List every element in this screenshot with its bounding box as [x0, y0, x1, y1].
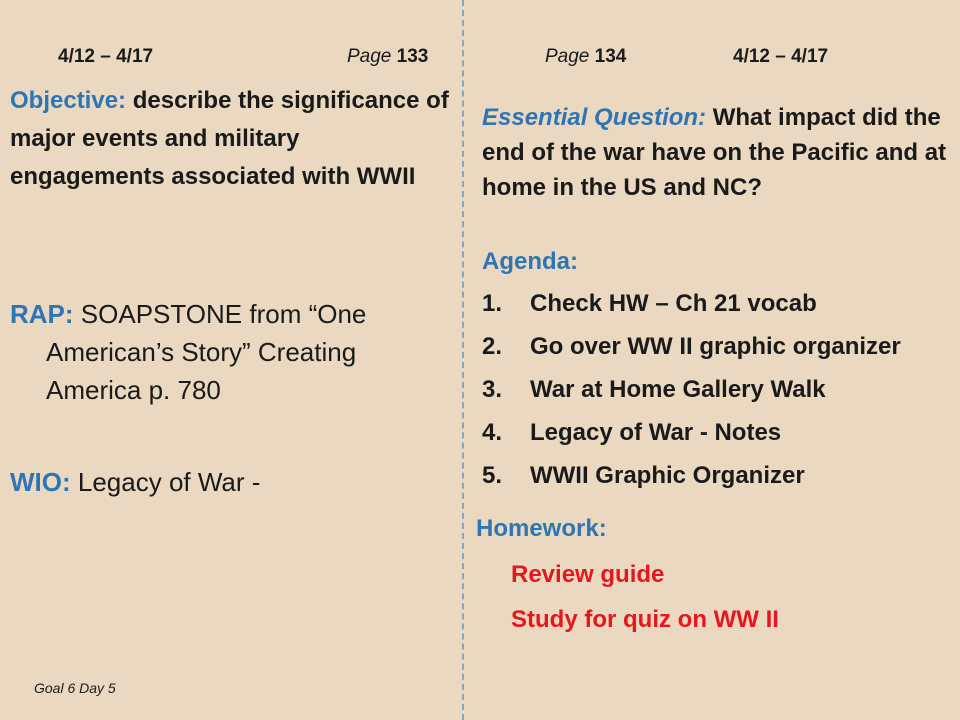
- goal-day-footer: Goal 6 Day 5: [34, 680, 116, 696]
- rap: [10, 295, 430, 409]
- right-page-label: Page: [545, 46, 590, 67]
- agenda-item-text: WWII Graphic Organizer: [530, 462, 805, 489]
- agenda-item-text: Legacy of War - Notes: [530, 419, 782, 446]
- agenda-item-number: 1.: [482, 290, 503, 317]
- homework-item-study: Study for quiz on WW II: [511, 606, 779, 633]
- objective: [10, 82, 450, 196]
- objective-text: describe the significance of major events and military engagements associated with WWII: [10, 87, 449, 190]
- homework-title: Homework:: [476, 515, 607, 542]
- agenda-item: [482, 374, 947, 406]
- essential-question-text: What impact did the end of the war have on the Pacific and at home in the US and NC?: [482, 104, 947, 201]
- right-page-number: [545, 46, 626, 68]
- essential-question: [482, 100, 952, 205]
- agenda-item-text: War at Home Gallery Walk: [530, 376, 826, 403]
- wio: [10, 465, 260, 499]
- right-date-range: 4/12 – 4/17: [733, 46, 829, 67]
- wio-text: Legacy of War -: [77, 467, 261, 497]
- agenda-item-number: 3.: [482, 376, 503, 403]
- agenda-item: [482, 417, 947, 449]
- agenda-item: [482, 460, 947, 492]
- rap-line-1: SOAPSTONE from “One: [80, 299, 367, 329]
- homework-item-review: Review guide: [511, 561, 665, 588]
- center-divider: [462, 0, 464, 720]
- right-page-num-value: 134: [594, 46, 627, 67]
- agenda-item-number: 5.: [482, 462, 503, 489]
- agenda-item-text: Go over WW II graphic organizer: [530, 333, 901, 360]
- agenda-item-number: 4.: [482, 419, 503, 446]
- objective-label: Objective:: [10, 87, 127, 114]
- left-date-range: 4/12 – 4/17: [58, 46, 154, 67]
- rap-line-2: American’s Story” Creating: [46, 337, 357, 367]
- agenda-item: [482, 288, 947, 320]
- agenda-item: [482, 331, 947, 363]
- left-page-num-value: 133: [396, 46, 429, 67]
- agenda-title: Agenda:: [482, 248, 578, 275]
- left-page-label: Page: [347, 46, 392, 67]
- agenda-list: [482, 288, 947, 503]
- essential-question-label: Essential Question:: [482, 104, 707, 131]
- left-page-number: [347, 46, 428, 68]
- rap-line-3: America p. 780: [46, 375, 221, 405]
- agenda-item-number: 2.: [482, 333, 503, 360]
- rap-label: RAP:: [10, 299, 74, 329]
- wio-label: WIO:: [10, 467, 71, 497]
- agenda-item-text: Check HW – Ch 21 vocab: [530, 290, 817, 317]
